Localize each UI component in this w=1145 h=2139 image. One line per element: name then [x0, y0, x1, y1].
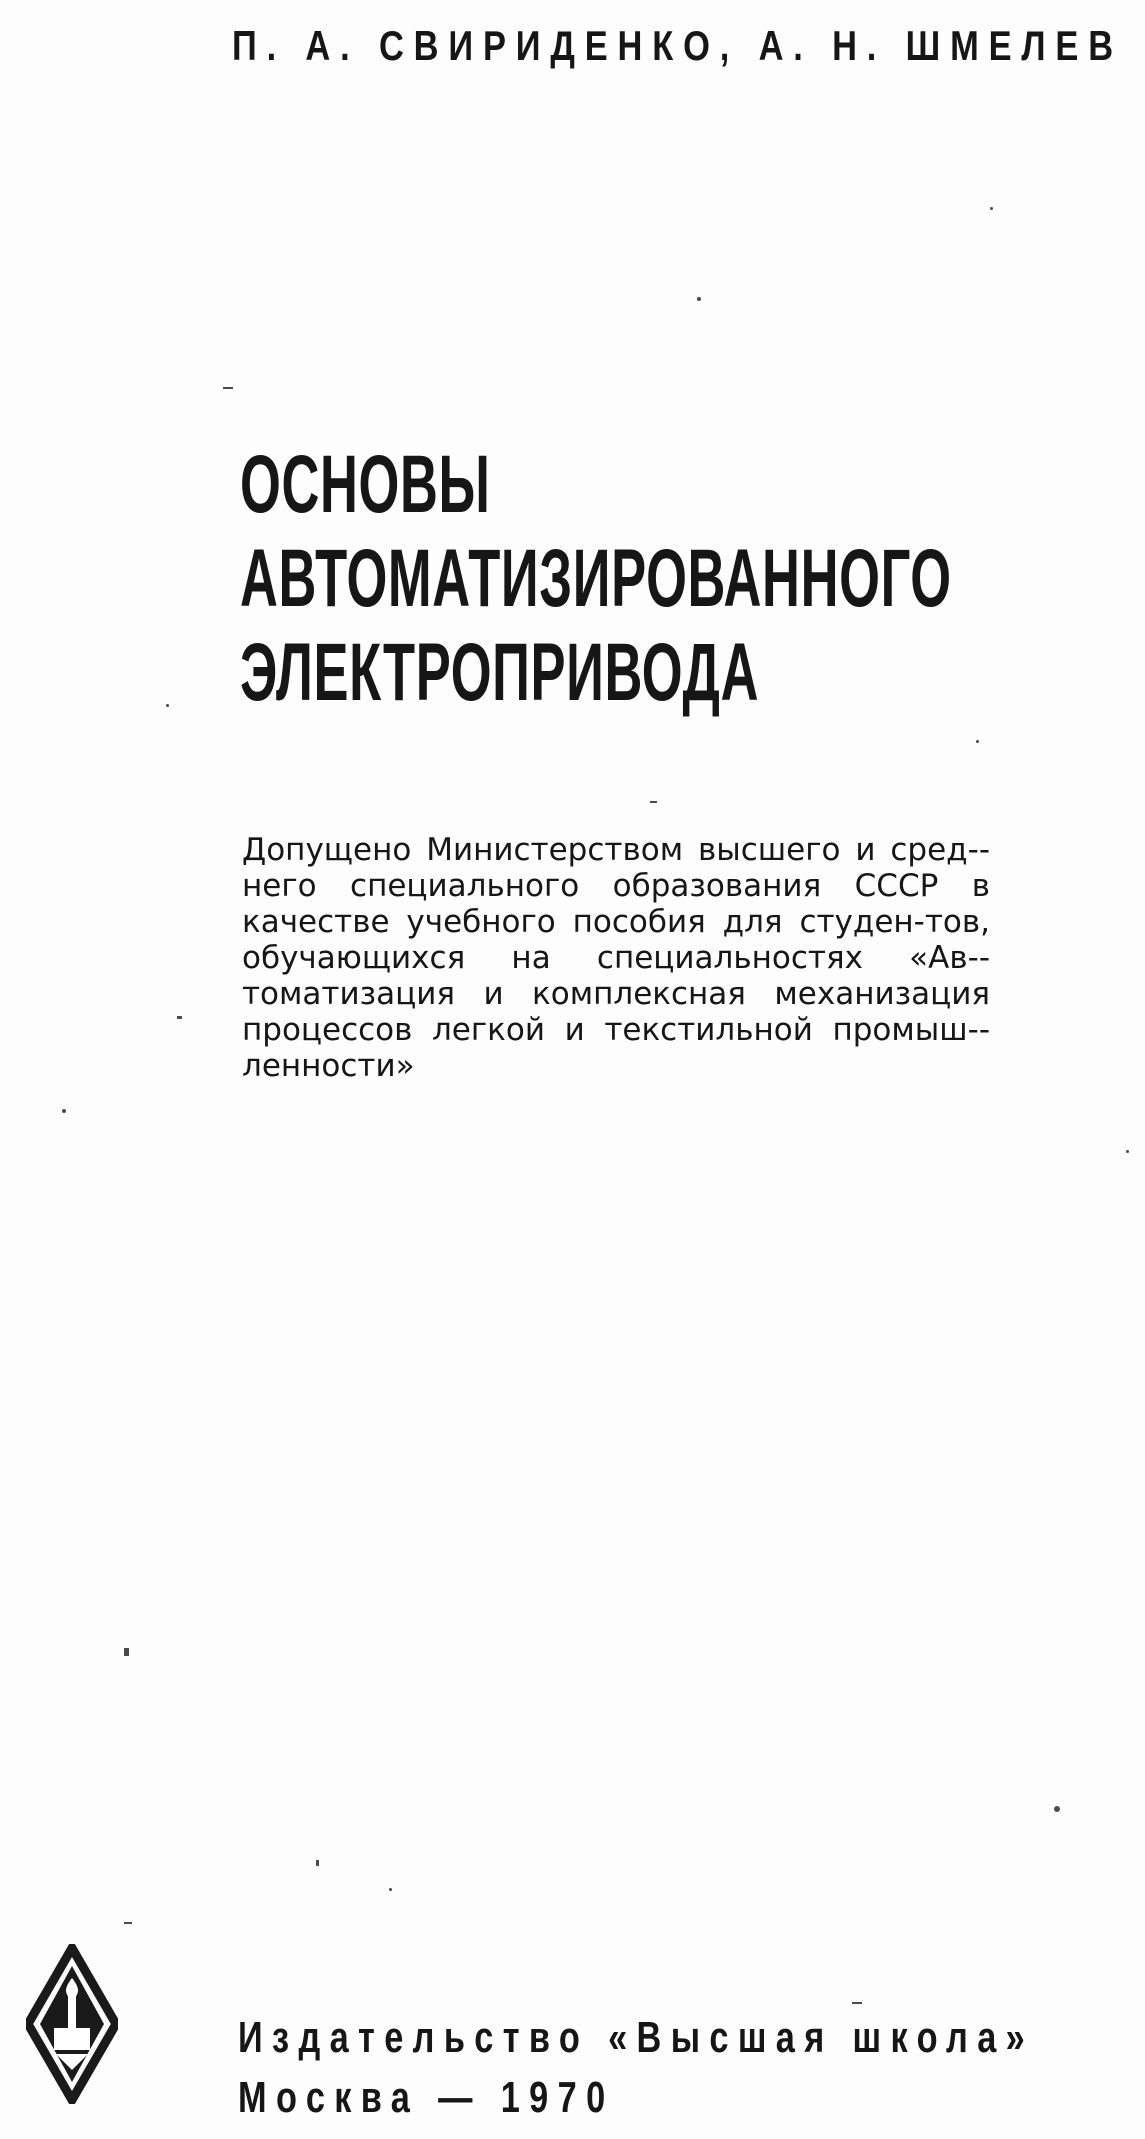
- print-speck: [1054, 1806, 1060, 1812]
- print-speck: [990, 207, 993, 210]
- print-speck: [316, 1860, 319, 1866]
- print-speck: [1126, 1150, 1129, 1153]
- title-line-1: ОСНОВЫ: [240, 439, 491, 530]
- print-speck: [166, 704, 169, 707]
- publisher-name: Издательство «Высшая школа»: [238, 2013, 1035, 2062]
- ministry-approval-text: Допущено Министерством высшего и сред-него специального образования СССР в качестве учебного пособия для студен-тов, обучающихся на специальностях «Ав-томатизация и комплексная механизация процессов легкой и текстильной промыш-ленности»: [242, 832, 990, 1084]
- print-speck: [389, 1888, 392, 1891]
- print-speck: [852, 2002, 862, 2004]
- publisher-city-year: Москва — 1970: [238, 2073, 615, 2122]
- title-line-2: АВТОМАТИЗИРОВАННОГО: [240, 533, 952, 624]
- authors-line: П. А. СВИРИДЕНКО, А. Н. ШМЕЛЕВ: [232, 22, 1123, 69]
- publisher-emblem-icon: [26, 1944, 118, 2104]
- print-speck: [697, 297, 701, 301]
- print-speck: [223, 387, 233, 389]
- print-speck: [62, 1109, 66, 1113]
- book-title: [240, 438, 952, 720]
- print-speck: [650, 801, 657, 803]
- publisher-imprint: [238, 2008, 1034, 2128]
- print-speck: [976, 740, 979, 743]
- print-speck: [124, 1922, 132, 1924]
- title-line-3: ЭЛЕКТРОПРИВОДА: [240, 627, 760, 718]
- print-speck: [177, 1016, 182, 1019]
- print-speck: [124, 1648, 129, 1656]
